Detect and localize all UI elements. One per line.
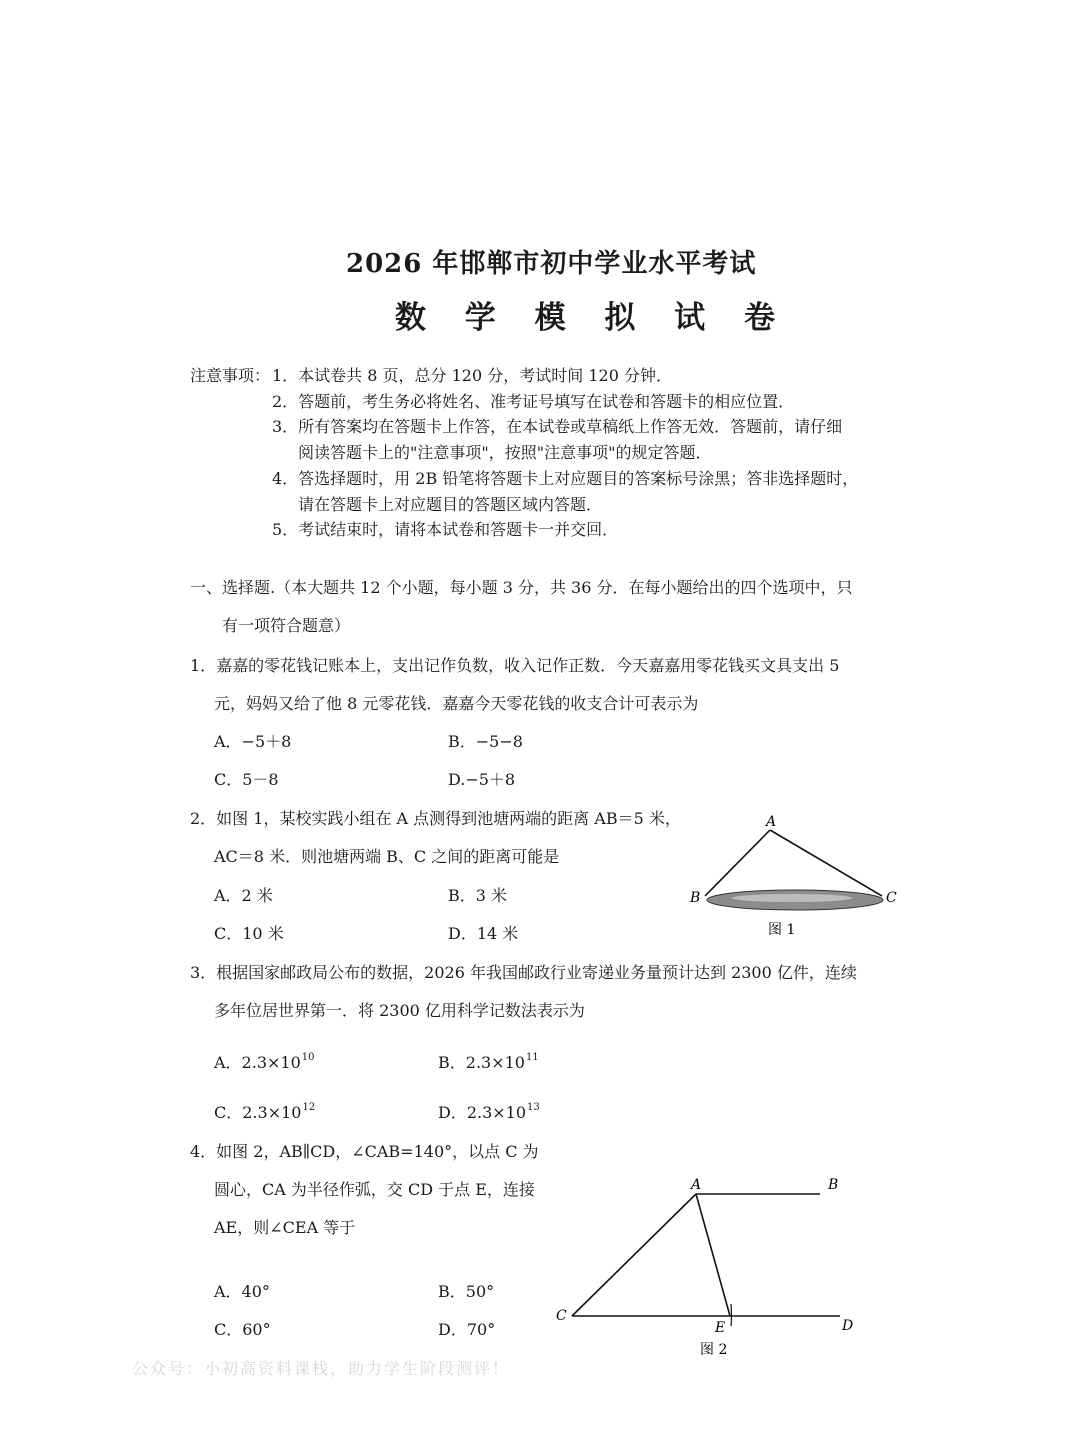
section-heading-cont: 有一项符合题意） <box>222 616 351 635</box>
option-d: D．70° <box>438 1320 496 1339</box>
exam-subtitle: 数 学 模 拟 试 卷 <box>395 300 789 336</box>
segment-ae <box>696 1194 730 1316</box>
option-c: C．60° <box>214 1320 271 1339</box>
figure-caption: 图 1 <box>768 922 796 938</box>
notice-label: 注意事项： <box>190 366 271 385</box>
question-text: AE，则∠CEA 等于 <box>214 1218 356 1237</box>
watermark-text: 公众号：小初高资料课栈，助力学生阶段测评！ <box>132 1359 511 1378</box>
question-text: 2．如图 1，某校实践小组在 A 点测得到池塘两端的距离 AB＝5 米， <box>190 809 681 828</box>
arc-mark <box>731 1304 732 1326</box>
notice-item: 5．考试结束时，请将本试卷和答题卡一并交回． <box>272 520 619 539</box>
option-a-base: A．2.3×10 <box>214 1053 301 1072</box>
option-a-exponent: 10 <box>301 1052 315 1063</box>
point-e-label: E <box>715 1320 726 1336</box>
option-b: B．3 米 <box>448 886 508 905</box>
figure-2 <box>550 1170 860 1360</box>
option-c-exponent: 12 <box>302 1102 316 1113</box>
notice-item: 3．所有答案均在答题卡上作答，在本试卷或草稿纸上作答无效．答题前，请仔细 <box>272 417 843 436</box>
option-b <box>438 1048 539 1073</box>
notice-item: 阅读答题卡上的"注意事项"，按照"注意事项"的规定答题． <box>298 443 712 462</box>
option-c: C．5－8 <box>214 770 279 789</box>
figure-caption: 图 2 <box>700 1342 728 1358</box>
question-text: 3．根据国家邮政局公布的数据，2026 年我国邮政行业寄递业务量预计达到 2300 亿件，连续 <box>190 963 857 982</box>
option-b-base: B．2.3×10 <box>438 1053 525 1072</box>
segment-ca <box>572 1194 696 1316</box>
point-d-label: D <box>842 1318 854 1334</box>
segment-ab <box>705 830 770 896</box>
notice-item: 2．答题前，考生务必将姓名、准考证号填写在试卷和答题卡的相应位置． <box>272 392 795 411</box>
question-text: 多年位居世界第一．将 2300 亿用科学记数法表示为 <box>214 1001 585 1020</box>
option-d <box>438 1098 540 1123</box>
point-a-label: A <box>691 1177 702 1193</box>
point-c-label: C <box>886 890 897 906</box>
segment-ac <box>770 830 882 896</box>
point-b-label: B <box>690 890 701 906</box>
section-heading: 一、选择题.（本大题共 12 个小题，每小题 3 分，共 36 分．在每小题给出的四个选项中，只 <box>190 578 853 597</box>
option-a <box>214 1048 315 1073</box>
pond-highlight <box>732 894 852 902</box>
notice-item: 4．答选择题时，用 2B 铅笔将答题卡上对应题目的答案标号涂黑；答非选择题时， <box>272 469 859 488</box>
option-b: B．50° <box>438 1282 495 1301</box>
figure-1 <box>680 810 910 940</box>
question-text: 圆心，CA 为半径作弧，交 CD 于点 E，连接 <box>214 1180 535 1199</box>
option-d-base: D．2.3×10 <box>438 1103 527 1122</box>
question-text: 4．如图 2，AB∥CD，∠CAB=140°，以点 C 为 <box>190 1142 539 1161</box>
option-d-exponent: 13 <box>527 1102 540 1113</box>
option-c-base: C．2.3×10 <box>214 1103 302 1122</box>
point-b-label: B <box>828 1177 839 1193</box>
question-text: 元，妈妈又给了他 8 元零花钱．嘉嘉今天零花钱的收支合计可表示为 <box>214 694 699 713</box>
option-d: D．14 米 <box>448 924 519 943</box>
option-a: A．2 米 <box>214 886 273 905</box>
option-b-exponent: 11 <box>525 1052 539 1063</box>
question-text: AC＝8 米．则池塘两端 B、C 之间的距离可能是 <box>214 847 560 866</box>
point-c-label: C <box>556 1308 567 1324</box>
option-b: B．−5−8 <box>448 732 523 751</box>
option-c <box>214 1098 315 1123</box>
option-a: A．40° <box>214 1282 270 1301</box>
point-a-label: A <box>766 814 777 830</box>
option-c: C．10 米 <box>214 924 284 943</box>
exam-title: 2026 年邯郸市初中学业水平考试 <box>346 249 757 279</box>
notice-item: 1．本试卷共 8 页，总分 120 分，考试时间 120 分钟． <box>272 366 672 385</box>
option-d: D.−5＋8 <box>448 770 516 789</box>
option-a: A．−5＋8 <box>214 732 292 751</box>
notice-item: 请在答题卡上对应题目的答题区域内答题． <box>298 495 603 514</box>
question-text: 1．嘉嘉的零花钱记账本上，支出记作负数，收入记作正数．今天嘉嘉用零花钱买文具支出 5 <box>190 656 840 675</box>
